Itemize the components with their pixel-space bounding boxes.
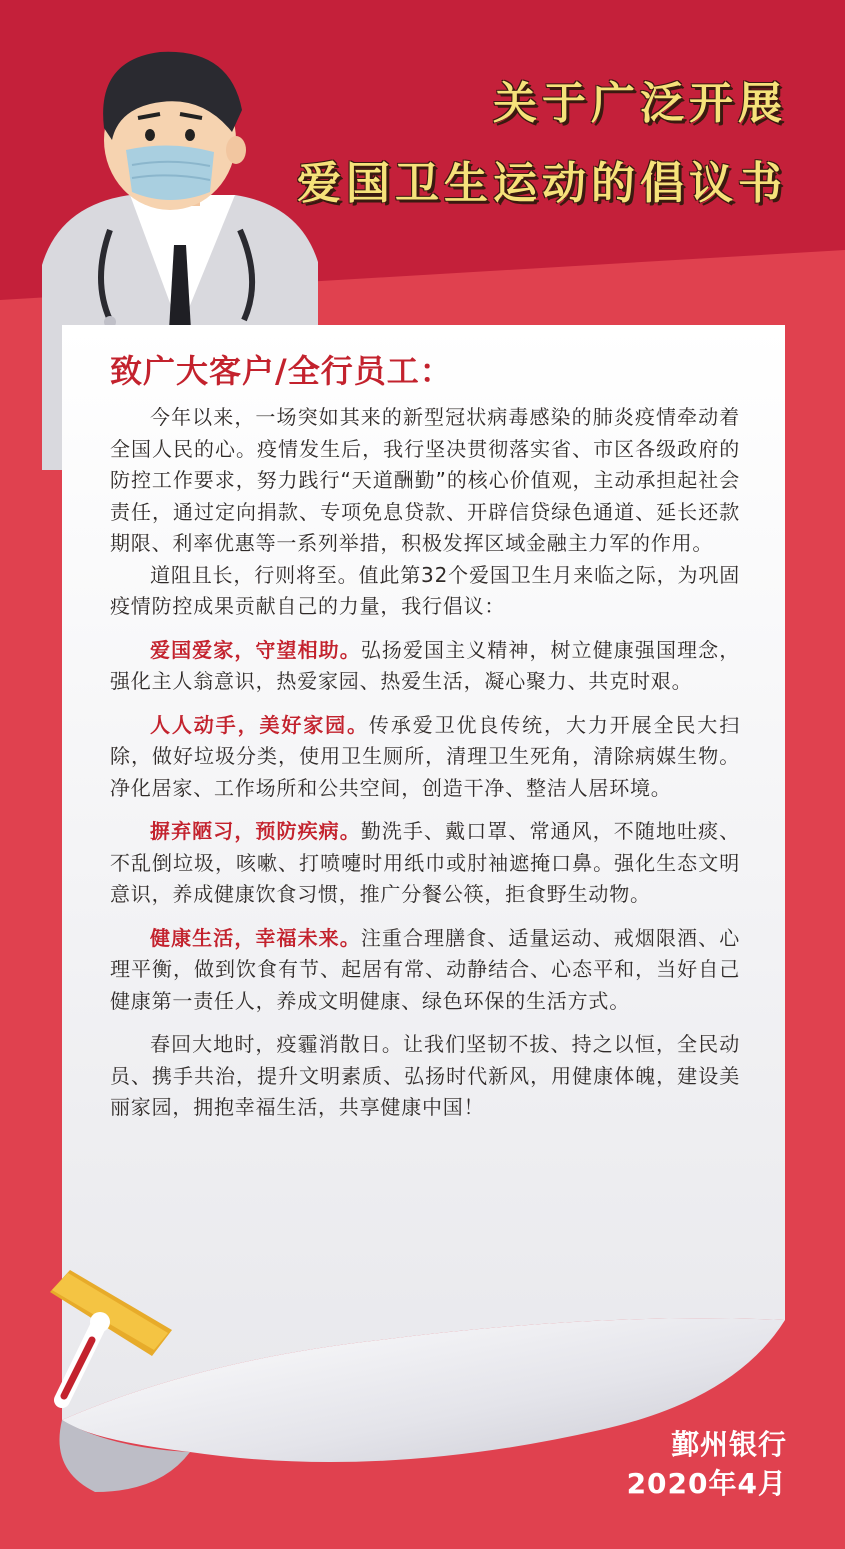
initiative-text-2: 传承爱卫优良传统，大力开展全民大扫除，做好垃圾分类，使用卫生厕所，清理卫生死角，清除病媒生物。净化居家、工作场所和公共空间，创造干净、整洁人居环境。 <box>110 712 740 800</box>
poster-title-line-1: 关于广泛开展 <box>493 78 787 129</box>
initiative-heading-2: 人人动手，美好家园。 <box>150 712 369 737</box>
initiative-text-1: 弘扬爱国主义精神，树立健康强国理念，强化主人翁意识，热爱家园、热爱生活，凝心聚力、共克时艰。 <box>110 637 740 694</box>
salutation: 致广大客户/全行员工： <box>110 352 453 390</box>
initiative-paragraph-4 <box>110 923 740 1018</box>
initiative-heading-1: 爱国爱家，守望相助。 <box>150 637 361 662</box>
initiative-paragraph-2 <box>110 710 740 805</box>
signature <box>627 1425 787 1503</box>
intro-paragraph-1: 今年以来，一场突如其来的新型冠状病毒感染的肺炎疫情牵动着全国人民的心。疫情发生后，我行坚决贯彻落实省、市区各级政府的防控工作要求，努力践行“天道酬勤”的核心价值观，主动承担起社会责任，通过定向捐款、专项免息贷款、开辟信贷绿色通道、延长还款期限、利率优惠等一系列举措，积极发挥区域金融主力军的作用。 <box>110 405 740 556</box>
initiative-heading-4: 健康生活，幸福未来。 <box>150 925 361 950</box>
letter-body <box>110 352 740 1124</box>
initiative-text-3: 勤洗手、戴口罩、常通风，不随地吐痰、不乱倒垃圾，咳嗽、打喷嚏时用纸巾或肘袖遮掩口鼻。强化生态文明意识，养成健康饮食习惯，推广分餐公筷，拒食野生动物。 <box>110 819 740 907</box>
initiative-paragraph-3 <box>110 816 740 911</box>
initiative-text-4: 注重合理膳食、适量运动、戒烟限酒、心理平衡，做到饮食有节、起居有常、动静结合、心态平和，当好自己健康第一责任人，养成文明健康、绿色环保的生活方式。 <box>110 925 740 1013</box>
initiative-paragraph-1 <box>110 635 740 698</box>
initiative-heading-3: 摒弃陋习，预防疾病。 <box>150 819 361 844</box>
poster-title-line-2: 爱国卫生运动的倡议书 <box>297 158 787 209</box>
closing-paragraph: 春回大地时，疫霾消散日。让我们坚韧不拔、持之以恒，全民动员、携手共治，提升文明素质、弘扬时代新风，用健康体魄，建设美丽家园，拥抱幸福生活，共享健康中国！ <box>110 1032 740 1120</box>
intro-paragraph-2: 道阻且长，行则将至。值此第32个爱国卫生月来临之际，为巩固疫情防控成果贡献自己的力量，我行倡议： <box>110 562 740 619</box>
signature-date: 2020年4月 <box>626 1467 787 1501</box>
signature-organization: 鄞州银行 <box>670 1428 787 1461</box>
